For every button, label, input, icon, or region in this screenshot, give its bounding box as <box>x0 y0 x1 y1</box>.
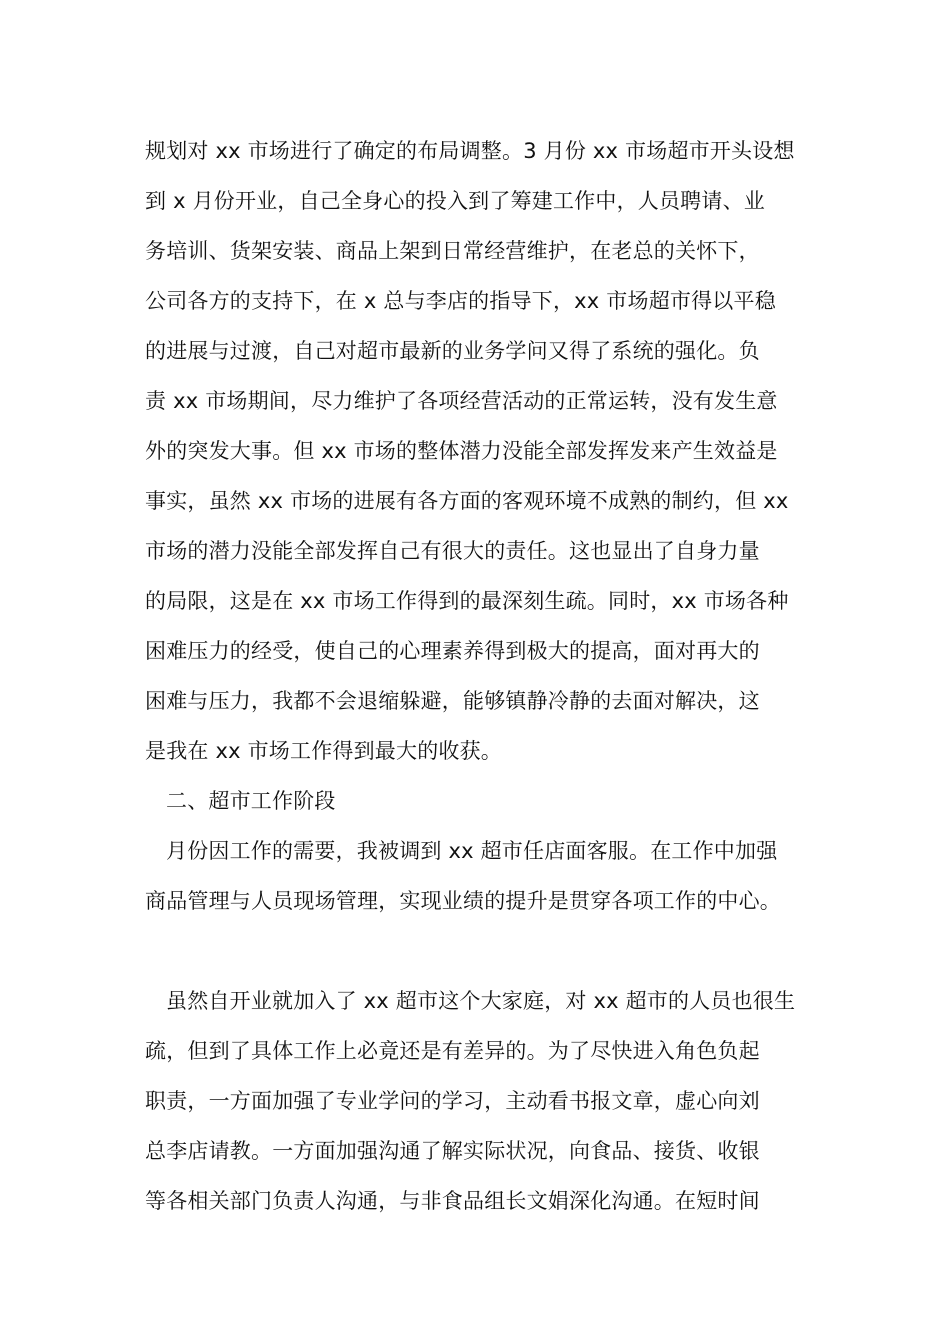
text-line: 商品管理与人员现场管理，实现业绩的提升是贯穿各项工作的中心。 <box>145 889 781 913</box>
text-line: 困难与压力，我都不会退缩躲避，能够镇静冷静的去面对解决，这 <box>145 689 760 713</box>
text-line: 是我在 xx 市场工作得到最大的收获。 <box>145 739 503 763</box>
section-heading: 二、超市工作阶段 <box>166 789 336 813</box>
text-line: 月份因工作的需要，我被调到 xx 超市任店面客服。在工作中加强 <box>166 839 778 863</box>
text-line: 虽然自开业就加入了 xx 超市这个大家庭，对 xx 超市的人员也很生 <box>166 989 796 1013</box>
text-line: 责 xx 市场期间，尽力维护了各项经营活动的正常运转，没有发生意 <box>145 389 778 413</box>
text-line: 事实，虽然 xx 市场的进展有各方面的客观环境不成熟的制约，但 xx <box>145 489 789 513</box>
text-line: 市场的潜力没能全部发挥自己有很大的责任。这也显出了自身力量 <box>145 539 760 563</box>
text-line: 总李店请教。一方面加强沟通了解实际状况，向食品、接货、收银 <box>145 1139 760 1163</box>
text-line: 公司各方的支持下，在 x 总与李店的指导下，xx 市场超市得以平稳 <box>145 289 776 313</box>
text-line: 困难压力的经受，使自己的心理素养得到极大的提高，面对再大的 <box>145 639 760 663</box>
text-line: 务培训、货架安装、商品上架到日常经营维护，在老总的关怀下， <box>145 239 760 263</box>
text-line: 等各相关部门负责人沟通，与非食品组长文娟深化沟通。在短时间 <box>145 1189 760 1213</box>
text-line: 外的突发大事。但 xx 市场的整体潜力没能全部发挥发来产生效益是 <box>145 439 778 463</box>
text-line: 的局限，这是在 xx 市场工作得到的最深刻生疏。同时，xx 市场各种 <box>145 589 789 613</box>
text-line: 职责，一方面加强了专业学问的学习，主动看书报文章，虚心向刘 <box>145 1089 760 1113</box>
text-line: 的进展与过渡，自己对超市最新的业务学问又得了系统的强化。负 <box>145 339 760 363</box>
text-line: 规划对 xx 市场进行了确定的布局调整。3 月份 xx 市场超市开头设想 <box>145 139 795 163</box>
text-line: 到 x 月份开业，自己全身心的投入到了筹建工作中，人员聘请、业 <box>145 189 765 213</box>
text-line: 疏，但到了具体工作上必竟还是有差异的。为了尽快进入角色负起 <box>145 1039 760 1063</box>
